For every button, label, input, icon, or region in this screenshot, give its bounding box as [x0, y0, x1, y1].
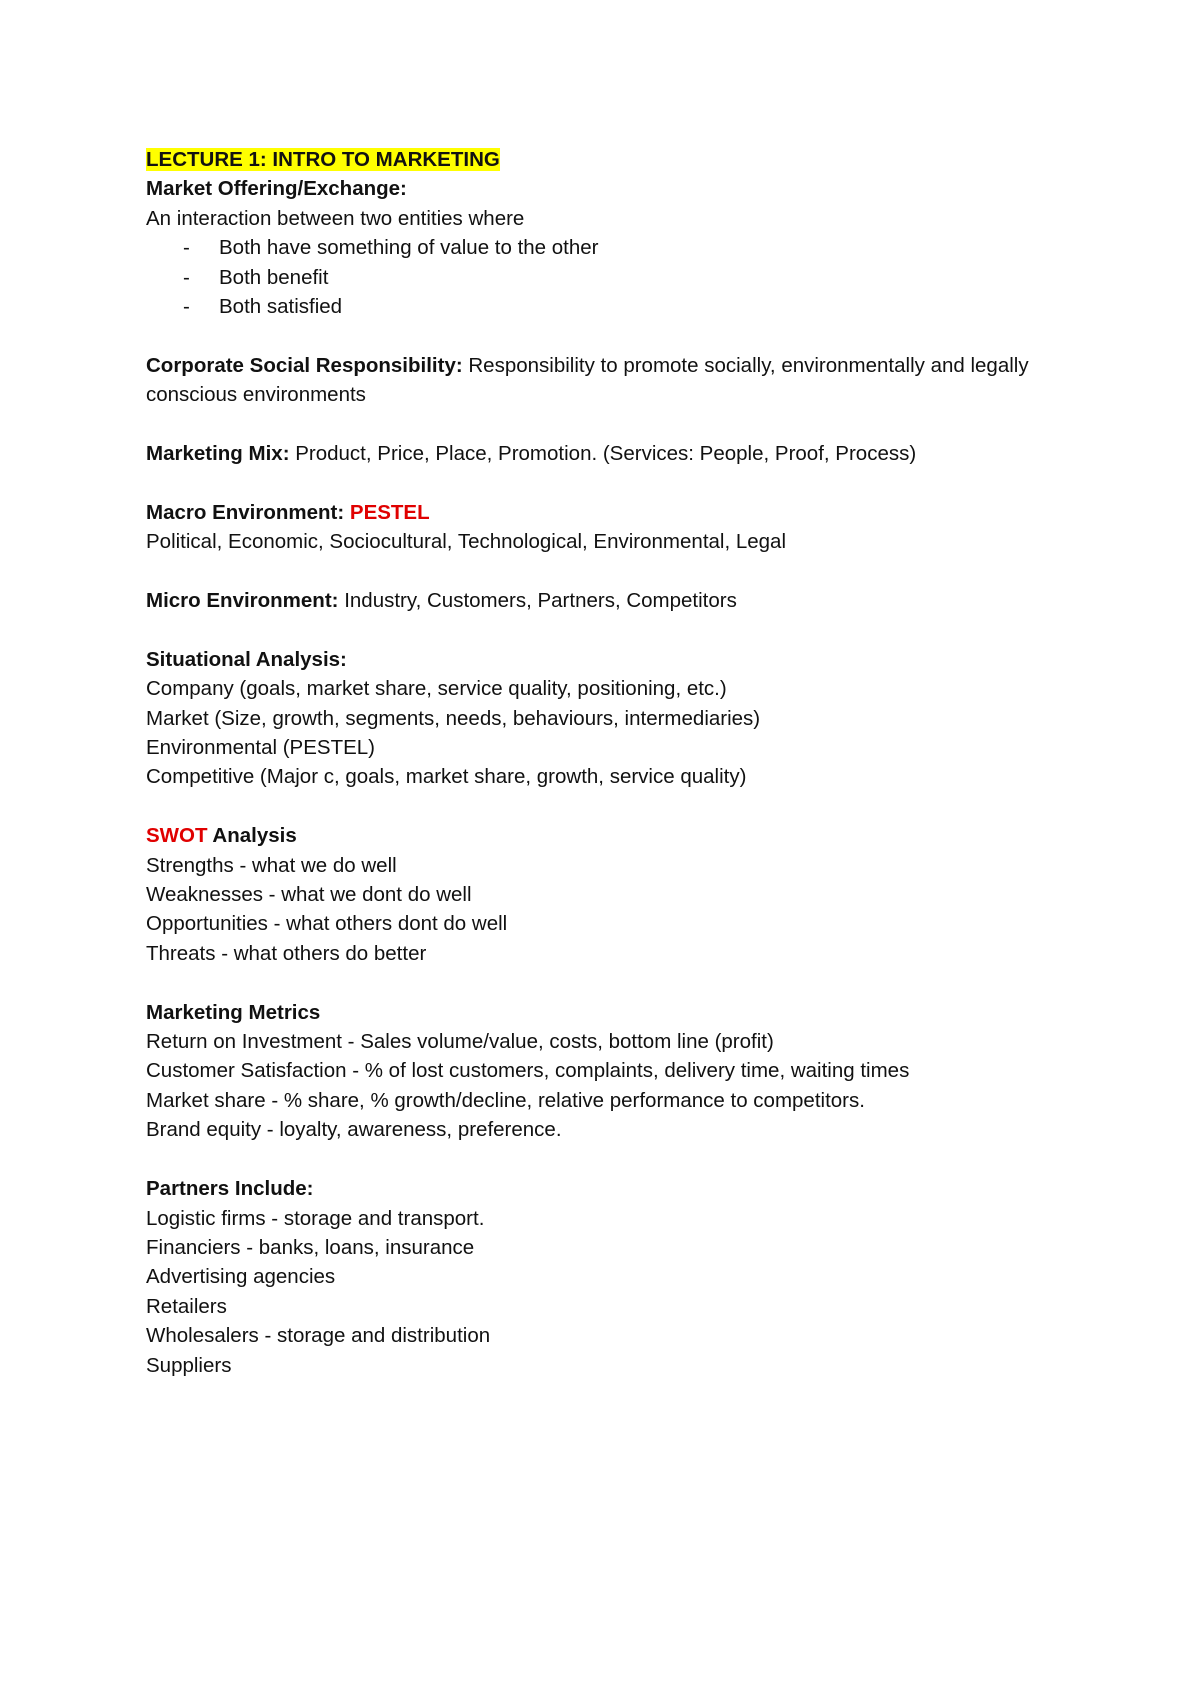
situational-line: Market (Size, growth, segments, needs, behaviours, intermediaries) — [146, 706, 761, 730]
metrics-line: Customer Satisfaction - % of lost customers, complaints, delivery time, waiting times — [146, 1059, 910, 1083]
metrics-line: Market share - % share, % growth/decline, relative performance to competitors. — [146, 1088, 865, 1112]
swot-line: Strengths - what we do well — [146, 853, 397, 877]
metrics-line: Brand equity - loyalty, awareness, preference. — [146, 1118, 562, 1142]
market-offering-heading: Market Offering/Exchange: — [146, 177, 407, 201]
partners-line: Retailers — [146, 1294, 227, 1318]
marketing-mix-heading: Marketing Mix: — [146, 442, 290, 466]
bullet-text: Both have something of value to the other — [219, 236, 599, 260]
swot-heading-line — [146, 821, 1086, 850]
marketing-mix-paragraph — [146, 439, 1086, 468]
situational-heading: Situational Analysis: — [146, 647, 347, 671]
csr-text: Responsibility to promote socially, environmentally and legally conscious environments — [146, 353, 1029, 407]
partners-line: Wholesalers - storage and distribution — [146, 1324, 491, 1348]
bullet-dash: - — [183, 236, 190, 260]
market-offering-intro: An interaction between two entities where — [146, 206, 525, 230]
csr-heading: Corporate Social Responsibility: — [146, 353, 463, 377]
metrics-heading: Marketing Metrics — [146, 1000, 321, 1024]
spacer — [146, 968, 1086, 997]
micro-paragraph — [146, 586, 1086, 615]
swot-line: Weaknesses - what we dont do well — [146, 883, 472, 907]
bullet-item — [146, 263, 1086, 292]
title-highlight: LECTURE 1: INTRO TO MARKETING — [146, 148, 500, 171]
situational-line: Company (goals, market share, service quality, positioning, etc.) — [146, 677, 727, 701]
bullet-dash: - — [183, 295, 190, 319]
macro-heading-line — [146, 498, 1086, 527]
swot-line: Opportunities - what others dont do well — [146, 912, 508, 936]
spacer — [146, 557, 1086, 586]
partners-line: Advertising agencies — [146, 1265, 336, 1289]
swot-heading: Analysis — [207, 824, 297, 848]
swot-acronym: SWOT — [146, 824, 208, 848]
partners-line: Logistic firms - storage and transport. — [146, 1206, 485, 1230]
partners-line: Financiers - banks, loans, insurance — [146, 1235, 475, 1259]
spacer — [146, 321, 1086, 350]
bullet-text: Both satisfied — [219, 295, 343, 319]
swot-line: Threats - what others do better — [146, 941, 427, 965]
partners-heading: Partners Include: — [146, 1177, 314, 1201]
situational-line: Competitive (Major c, goals, market share, growth, service quality) — [146, 765, 747, 789]
spacer — [146, 1145, 1086, 1174]
document-page — [146, 145, 1086, 1380]
document-title — [146, 145, 1086, 174]
partners-line: Suppliers — [146, 1353, 232, 1377]
macro-heading: Macro Environment: — [146, 500, 350, 524]
micro-heading: Micro Environment: — [146, 589, 339, 613]
bullet-item — [146, 292, 1086, 321]
marketing-mix-text: Product, Price, Place, Promotion. (Services: People, Proof, Process) — [289, 442, 917, 466]
spacer — [146, 410, 1086, 439]
micro-text: Industry, Customers, Partners, Competitors — [338, 589, 737, 613]
bullet-text: Both benefit — [219, 265, 329, 289]
macro-text: Political, Economic, Sociocultural, Technological, Environmental, Legal — [146, 530, 787, 554]
spacer — [146, 615, 1086, 644]
spacer — [146, 468, 1086, 497]
situational-line: Environmental (PESTEL) — [146, 736, 376, 760]
metrics-line: Return on Investment - Sales volume/value, costs, bottom line (profit) — [146, 1030, 774, 1054]
csr-paragraph — [146, 351, 1086, 410]
spacer — [146, 792, 1086, 821]
bullet-item — [146, 233, 1086, 262]
bullet-dash: - — [183, 265, 190, 289]
pestel-acronym: PESTEL — [349, 500, 430, 524]
